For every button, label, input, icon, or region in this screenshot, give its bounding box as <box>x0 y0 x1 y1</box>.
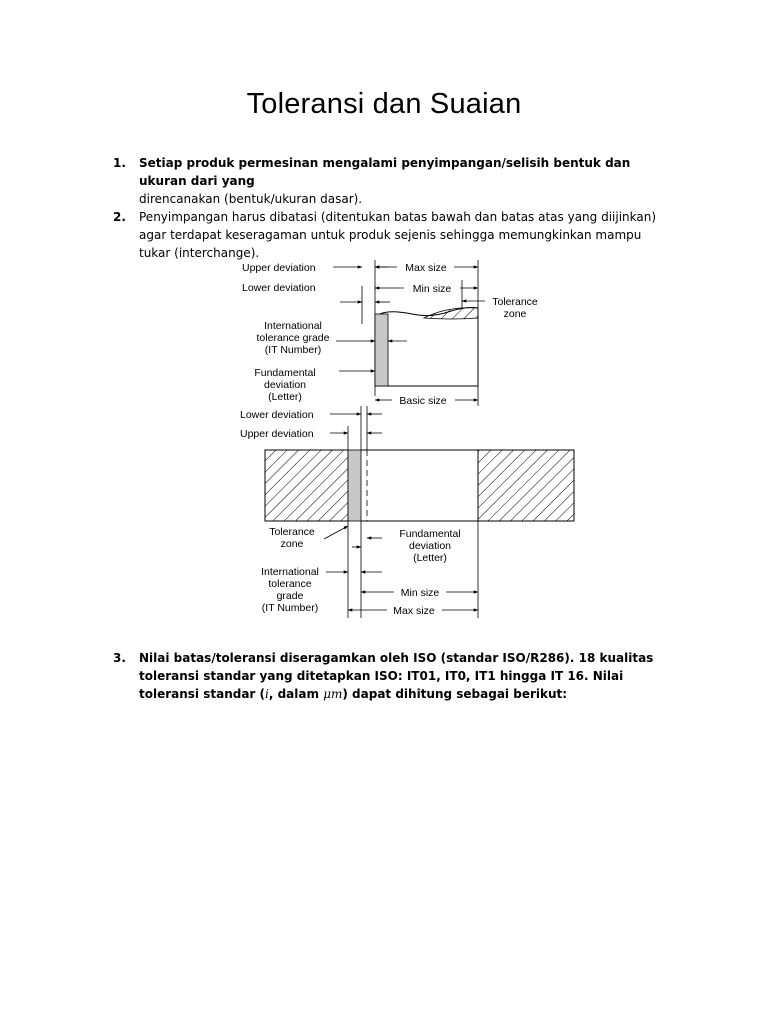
hole-upper-deviation-label: Upper deviation <box>240 428 314 440</box>
item-text-end: ) dapat dihitung sebagai berikut: <box>342 687 568 701</box>
shaft-body <box>375 308 478 387</box>
hole-fund-dev-label: Fundamental <box>399 528 461 540</box>
numbered-list <box>113 154 673 262</box>
tolerance-diagram <box>232 256 582 618</box>
hole-tolerance-zone-fill <box>348 450 361 521</box>
shaft-upper-deviation-label: Upper deviation <box>242 262 316 274</box>
leader-arrow <box>324 526 348 539</box>
list-item <box>113 154 673 208</box>
hole-lower-deviation-label: Lower deviation <box>240 409 314 421</box>
math-var-um: μm <box>323 687 343 701</box>
hole-diagram <box>240 406 574 618</box>
list-number: 3. <box>113 651 126 665</box>
shaft-it-grade-label-3: (IT Number) <box>264 344 322 356</box>
shaft-it-grade-label-2: tolerance grade <box>256 332 330 344</box>
list-number: 2. <box>113 210 126 224</box>
shaft-lower-deviation-label: Lower deviation <box>242 282 316 294</box>
page-title: Toleransi dan Suaian <box>246 88 522 120</box>
hole-tolerance-zone-label: Tolerance <box>269 526 315 538</box>
hole-tolerance-zone-label-2: zone <box>280 538 304 550</box>
list-number: 1. <box>113 156 126 170</box>
item-text: direncanakan (bentuk/ukuran dasar). <box>139 192 363 206</box>
shaft-diagram <box>242 260 538 407</box>
math-var-i: i <box>265 687 269 701</box>
item-text: Penyimpangan harus dibatasi (ditentukan batas bawah dan batas atas yang diijinkan) agar terdapat keseragaman untuk produk sejenis sehingga memungkinkan mampu tukar (interchange). <box>139 210 657 260</box>
hole-min-size-label: Min size <box>400 587 440 599</box>
hole-fund-dev-label-3: (Letter) <box>413 552 447 564</box>
hole-fund-dev-label-2: deviation <box>408 540 452 552</box>
shaft-tolerance-zone-fill <box>375 314 388 386</box>
shaft-min-size-label: Min size <box>412 283 452 295</box>
list-item <box>113 208 673 262</box>
hole-it-grade-label-4: (IT Number) <box>261 602 319 614</box>
shaft-fund-dev-label: Fundamental <box>254 367 316 379</box>
basic-size-label: Basic size <box>399 395 447 407</box>
hole-wall-left <box>265 450 348 521</box>
shaft-max-size-label: Max size <box>405 262 447 274</box>
hole-max-size-label: Max size <box>393 605 435 617</box>
hole-it-grade-label-3: grade <box>276 590 304 602</box>
list-item <box>113 649 673 703</box>
hole-it-grade-label: International <box>261 566 319 578</box>
hole-wall-right <box>478 450 574 521</box>
hole-it-grade-label-2: tolerance <box>268 578 312 590</box>
item-text-bold: Nilai batas/toleransi diseragamkan oleh ISO (standar ISO/R286). 18 kualitas toleransi standar yang ditetapkan ISO: IT01, IT0, IT1 hingga IT 16. Nilai toleransi standar ( <box>139 651 654 701</box>
shaft-fund-dev-label-3: (Letter) <box>268 391 302 403</box>
item-text-bold: Setiap produk permesinan mengalami penyimpangan/selisih bentuk dan ukuran dari yang <box>139 156 631 188</box>
item-text-mid: , dalam <box>268 687 324 701</box>
shaft-tolerance-zone-label-2: zone <box>503 308 527 320</box>
shaft-fund-dev-label-2: deviation <box>263 379 307 391</box>
shaft-tolerance-zone-label: Tolerance <box>492 296 538 308</box>
shaft-it-grade-label: International <box>264 320 322 332</box>
numbered-list-continued <box>113 649 673 703</box>
shaft-tolerance-zone-hatch <box>424 308 478 319</box>
